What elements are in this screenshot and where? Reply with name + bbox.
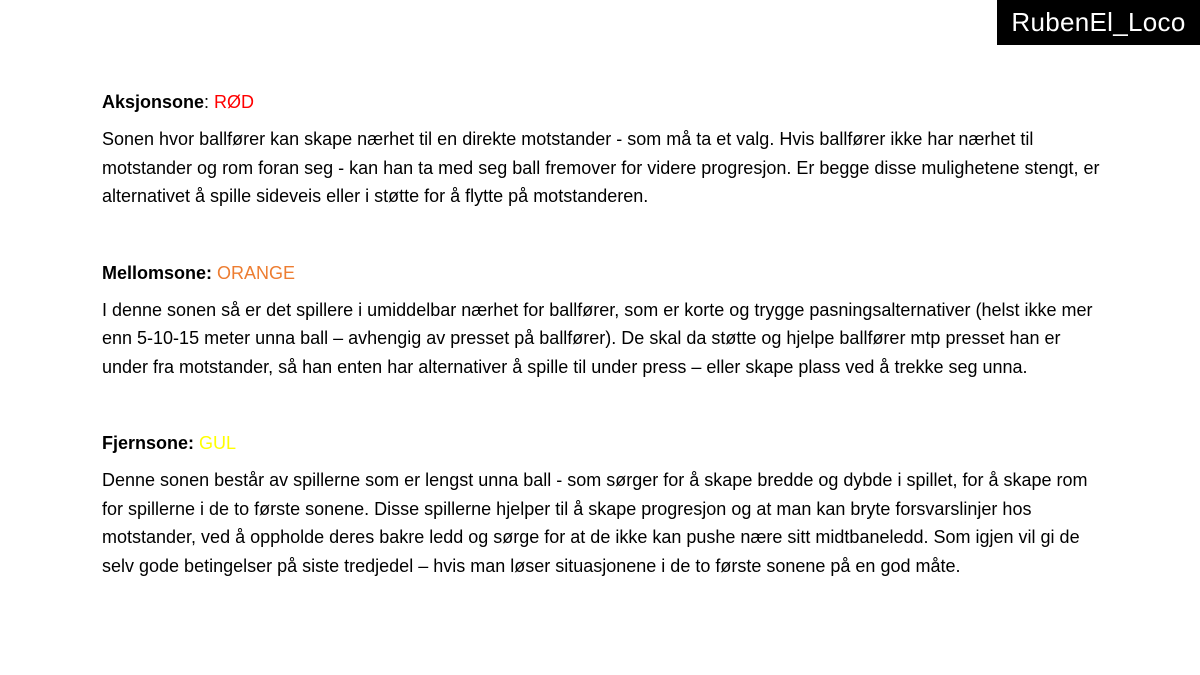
section-heading-separator: : — [204, 92, 215, 112]
author-badge: RubenEl_Loco — [997, 0, 1200, 45]
zone-color-red: RØD — [214, 92, 255, 112]
section-heading — [102, 259, 1102, 287]
section-body: Denne sonen består av spillerne som er lengst unna ball - som sørger for å skape bredde og dybde i spillet, for å skape rom for spillerne i de to første sonene. Disse spillerne hjelper til å skape progresjon og at man kan bryte forsvarslinjer hos motstander, ved å oppholde deres bakre ledd og sørge for at de ikke kan pushe nære sitt midtbaneledd. Som igjen vil gi de selv gode betingelser på siste tredjedel – hvis man løser situasjonene i de to første sonene på en god måte. — [102, 470, 1088, 576]
section-heading-label: Fjernsone: — [102, 433, 195, 453]
section-heading — [102, 88, 1102, 116]
section-body: I denne sonen så er det spillere i umiddelbar nærhet for ballfører, som er korte og trygge pasningsalternativer (helst ikke mer enn 5-10-15 meter unna ball – avhengig av presset på ballfører). De skal da støtte og hjelpe ballfører mtp presset han er under fra motstander, så han enten har alternativer å spille til under press – eller skape plass ved å trekke seg unna. — [102, 299, 1093, 377]
section-mellomsone — [102, 259, 1102, 382]
document-body — [102, 88, 1102, 580]
section-fjernsone — [102, 429, 1102, 580]
section-heading — [102, 429, 1102, 457]
section-aksjonsone — [102, 88, 1102, 211]
zone-color-orange: ORANGE — [217, 262, 296, 283]
zone-color-yellow: GUL — [199, 433, 237, 453]
section-heading-label: Aksjonsone — [102, 92, 205, 112]
section-body: Sonen hvor ballfører kan skape nærhet til en direkte motstander - som må ta et valg. Hvis ballfører ikke har nærhet til motstander og rom foran seg - kan han ta med seg ball fremover for videre progresjon. Er begge disse mulighetene stengt, er alternativet å spille sideveis eller i støtte for å flytte på motstanderen. — [102, 129, 1100, 206]
section-heading-label: Mellomsone: — [102, 262, 213, 283]
